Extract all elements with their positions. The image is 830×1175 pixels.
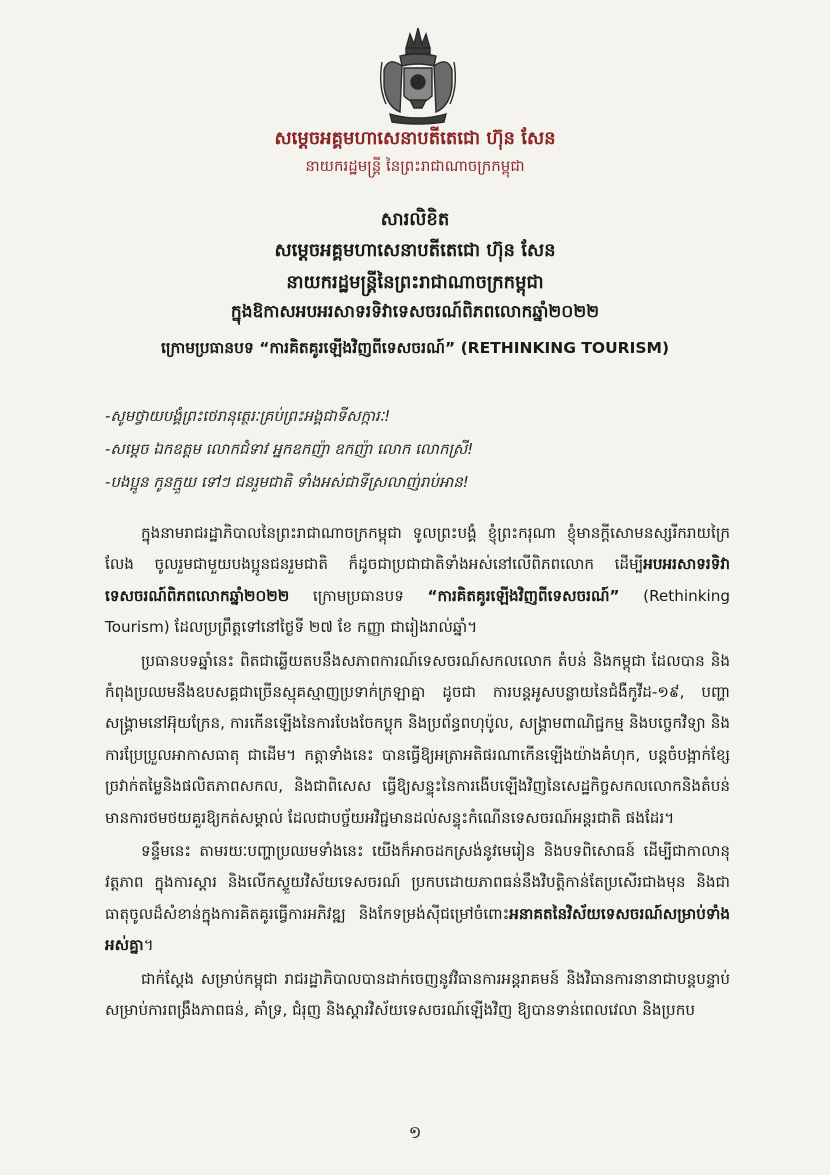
paragraph-3-end: ។ xyxy=(143,936,154,955)
header-leader-title: នាយករដ្ឋមន្ត្រី នៃព្រះរាជាណាចក្រកម្ពុជា xyxy=(305,157,525,175)
paragraph-3-bold-future: អនាគតនៃវិស័យទេសចរណ៍សម្រាប់ទាំងអស់គ្នា xyxy=(105,904,730,955)
paragraph-3-text: ទន្ទឹមនេះ តាមរយៈបញ្ហាប្រឈមទាំងនេះ យើងក៏អាចដកស្រង់នូវមេរៀន និងបទពិសោធន៍ ដើម្បីជាកាលានុវត្តភាព ក្នុងការស្តារ និងលើកស្ទួយវិស័យទេសចរណ៍ ប្រកបដោយភាពធន់នឹងវិបត្តិកាន់តែប្រសើរជាងមុន និងជាធាតុចូលដ៏សំខាន់ក្នុងការគិតគូរធ្វើការអភិវឌ្ឍ និងកែទម្រង់ស៊ីជម្រៅចំពោះ xyxy=(105,842,730,923)
title-theme: ក្រោមប្រធានបទ “ការគិតគូរឡើងវិញពីទេសចរណ៍” (RETHINKING TOURISM) xyxy=(160,339,670,357)
page-number: ១ xyxy=(408,1123,422,1143)
paragraph-1-date: (Rethinking Tourism) ដែលប្រព្រឹត្តទៅនៅថ្ងៃទី ២៧ ខែ កញ្ញា ជារៀងរាល់ឆ្នាំ។ xyxy=(105,586,730,637)
title-leader-name: សម្តេចអគ្គមហាសេនាបតីតេជោ ហ៊ុន សែន xyxy=(274,240,556,261)
header-leader-name: សម្តេចអគ្គមហាសេនាបតីតេជោ ហ៊ុន សែន xyxy=(274,128,556,149)
title-occasion: ក្នុងឱកាសអបអរសាទរទិវាទេសចរណ៍ពិភពលោកឆ្នាំ២០២២ xyxy=(230,302,600,322)
paragraph-4: ជាក់ស្តែង សម្រាប់កម្ពុជា រាជរដ្ឋាភិបាលបានដាក់ចេញនូវវិធានការអន្តរាគមន៍ និងវិធានការនានាជាបន្តបន្ទាប់ សម្រាប់ការពង្រឹងភាពធន់, គាំទ្រ, ជំរុញ និងស្តារវិស័យទេសចរណ៍ឡើងវិញ ឱ្យបានទាន់ពេលវេលា និងប្រកប xyxy=(105,969,730,1020)
paragraph-2: ប្រធានបទឆ្នាំនេះ ពិតជាឆ្លើយតបនឹងសភាពការណ៍ទេសចរណ៍សកលលោក តំបន់ និងកម្ពុជា ដែលបាន និងកំពុងប្រឈមនឹងឧបសគ្គជាច្រើនស្មុគស្មាញប្រទាក់ក្រឡាគ្នា ដូចជា ការបន្តអូសបន្លាយនៃជំងឺកូវីដ-១៩, បញ្ហាសង្គ្រាមនៅអ៊ុយក្រែន, ការកើនឡើងនៃការបែងចែកប្លុក និងប្រព័ន្ធពហុប៉ូល, សង្គ្រាមពាណិជ្ជកម្ម និងបច្ចេកវិទ្យា និងការប្រែប្រួលអាកាសធាតុ ជាដើម។ កត្តាទាំងនេះ បានធ្វើឱ្យអត្រាអតិផរណាកើនឡើងយ៉ាងគំហុក, បន្តចំបង្អាក់ខ្សែច្រវាក់តម្លៃនិងផលិតភាពសកល, និងជាពិសេស ធ្វើឱ្យសន្ទុះនៃការងើបឡើងវិញនៃសេដ្ឋកិច្ចសកលលោកនិងតំបន់មានការថមថយគួរឱ្យកត់សម្គាល់ ដែលជាបច្ច័យអវិជ្ជមានដល់សន្ទុះកំណើនទេសចរណ៍អន្តរជាតិ ផងដែរ។ xyxy=(105,651,730,827)
title-leader-position: នាយករដ្ឋមន្ត្រីនៃព្រះរាជាណាចក្រកម្ពុជា xyxy=(286,272,544,293)
paragraph-1-bold-theme: “ការគិតគូរឡើងវិញពីទេសចរណ៍” xyxy=(427,586,620,605)
paragraph-1-theme-intro: ក្រោមប្រធានបទ xyxy=(289,586,428,605)
paragraph-1 xyxy=(105,518,730,644)
greeting-monks: -សូមថ្វាយបង្គំព្រះថេរានុត្ថេរៈគ្រប់ព្រះអង្គជាទីសក្ការៈ! xyxy=(105,407,391,425)
greeting-dignitaries: -សម្តេច ឯកឧត្តម លោកជំទាវ អ្នកឧកញ៉ា ឧកញ៉ា លោក លោកស្រី! xyxy=(105,440,474,458)
paragraph-1-bold-occasion: អបអរសាទរទិវាទេសចរណ៍ពិភពលោកឆ្នាំ២០២២ xyxy=(105,555,730,605)
greeting-citizens: -បងប្អូន កូនក្មួយ ទៅៗ ជនរួមជាតិ ទាំងអស់ជាទីស្រលាញ់រាប់អាន! xyxy=(105,473,469,491)
royal-coat-of-arms-icon xyxy=(376,26,460,126)
letter-body xyxy=(105,518,730,1029)
title-letter-heading: សារលិខិត xyxy=(380,209,450,230)
paragraph-1-text: ក្នុងនាមរាជរដ្ឋាភិបាលនៃព្រះរាជាណាចក្រកម្ពុជា ទូលព្រះបង្គំ ខ្ញុំព្រះករុណា ខ្ញុំមានក្តីសោមនស្សរីករាយក្រៃលែង ចូលរួមជាមួយបងប្អូនជនរួមជាតិ ក៏ដូចជាប្រជាជាតិទាំងអស់នៅលើពិភពលោក ដើម្បី xyxy=(105,524,730,574)
paragraph-3 xyxy=(105,836,730,962)
